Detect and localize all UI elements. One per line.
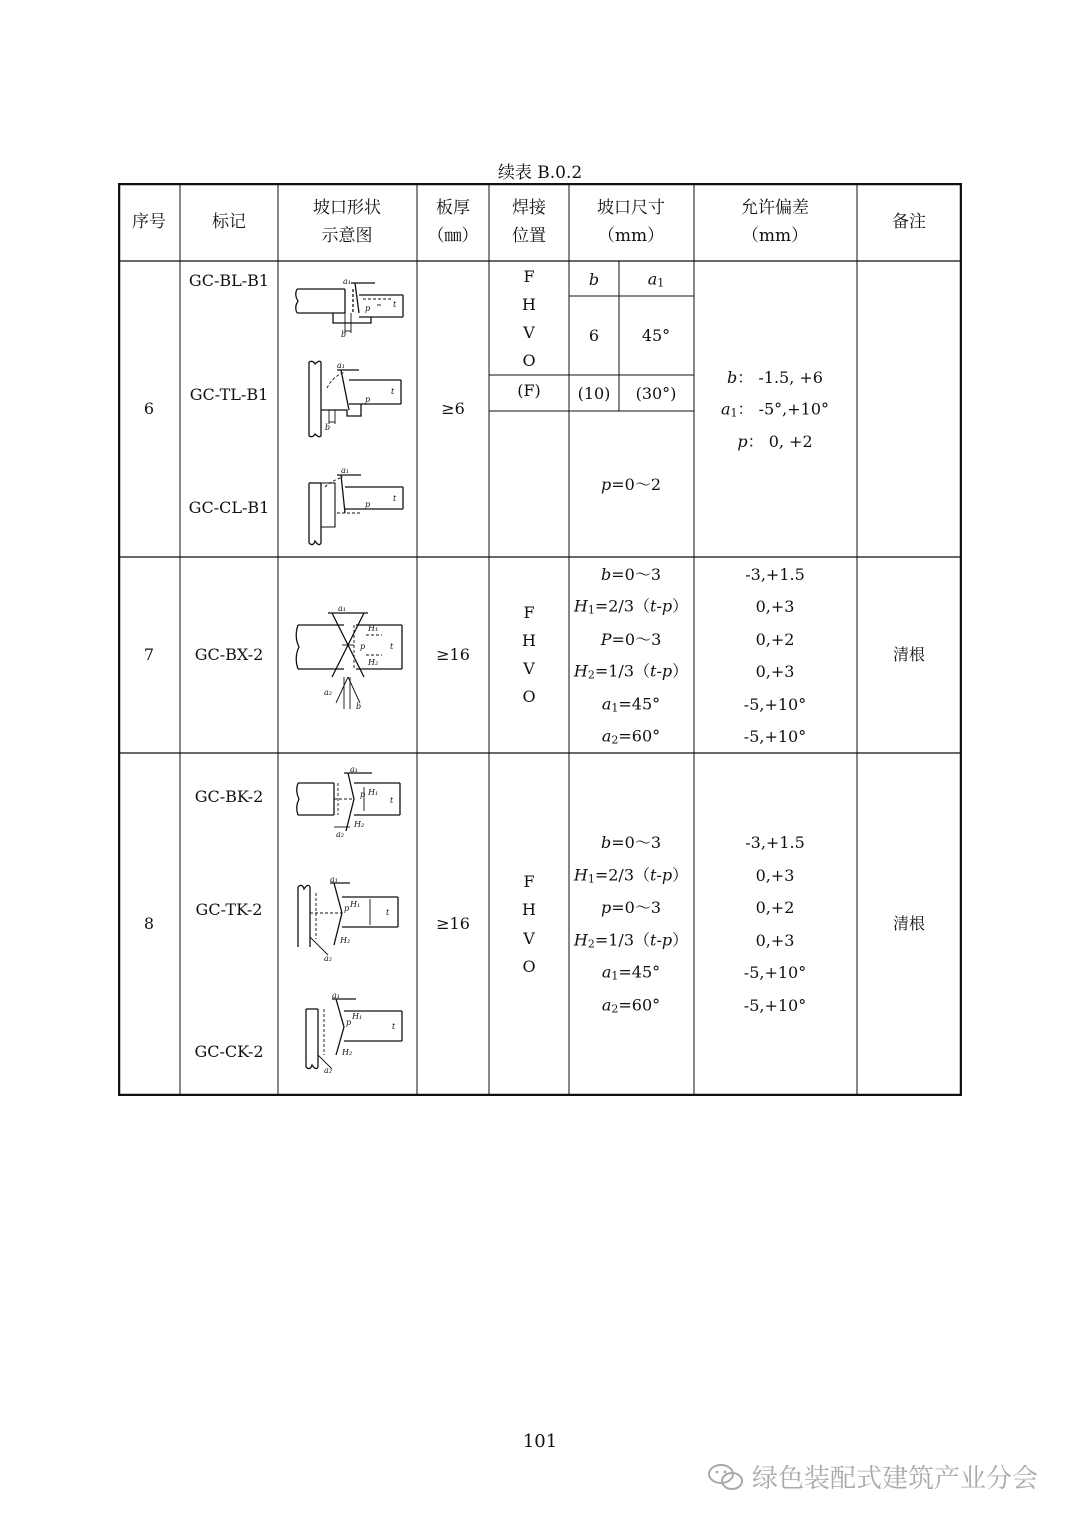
row6-tol-a1	[720, 399, 830, 420]
p-range: =0～2	[611, 475, 662, 494]
val: =1/3（	[594, 661, 651, 681]
row8-tol-4: 0,+3	[755, 931, 795, 950]
row7-pos-V: V	[523, 659, 535, 678]
row6-pos-V: V	[523, 323, 535, 342]
row8-tol-3: 0,+2	[755, 898, 795, 917]
svg-text:a₂: a₂	[324, 1066, 332, 1075]
svg-text:t: t	[393, 300, 397, 309]
row6-pos-O: O	[522, 351, 536, 370]
row7-dim-a1	[601, 694, 661, 715]
svg-text:p: p	[365, 304, 371, 313]
svg-text:t: t	[390, 642, 394, 651]
row7-dim-p	[601, 632, 662, 648]
header-tolerance-l1: 允许偏差	[741, 198, 809, 218]
svg-text:p: p	[365, 395, 371, 404]
header-thickness-l1: 板厚	[436, 198, 470, 218]
sym: H	[573, 865, 588, 885]
svg-text:t: t	[391, 387, 395, 396]
row8-tol-2: 0,+3	[755, 866, 795, 885]
svg-text:H₁: H₁	[368, 624, 379, 633]
row6-dim-a1-label	[647, 269, 665, 290]
diagram-gc-bk-2	[294, 767, 406, 847]
tol-a1-value: ： -5°,+10°	[737, 399, 830, 419]
sub: 1	[611, 969, 619, 983]
row7-note: 清根	[892, 645, 926, 664]
svg-text:a₁: a₁	[337, 361, 345, 370]
svg-text:H₁: H₁	[350, 900, 361, 909]
header-mark: 标记	[212, 212, 246, 232]
header-shape-l2: 示意图	[321, 226, 373, 246]
svg-text:a₂: a₂	[324, 954, 332, 963]
row8-pos-F: F	[523, 872, 535, 891]
sub: 1	[611, 701, 619, 715]
val: =45°	[618, 694, 661, 714]
row7-thickness: ≥16	[436, 645, 470, 664]
sub: 2	[611, 1002, 619, 1016]
svg-text:p: p	[360, 790, 366, 799]
diagram-gc-bx-2	[292, 605, 408, 713]
row6-pos-alt: (F)	[517, 381, 541, 400]
row7-tol-5: -5,+10°	[743, 695, 807, 714]
svg-text:t: t	[392, 1022, 396, 1031]
row6-pos-F: F	[523, 267, 535, 286]
sym: H	[573, 596, 588, 616]
svg-text:t: t	[386, 908, 390, 917]
header-dims-l1: 坡口尺寸	[597, 198, 665, 218]
val: =45°	[618, 962, 661, 982]
watermark	[706, 1458, 1038, 1495]
row7-tol-1: -3,+1.5	[745, 565, 805, 584]
row8-dim-p	[601, 900, 661, 916]
val: =0～3	[611, 630, 662, 649]
header-thickness	[428, 194, 479, 250]
row6-dim-b-value: 6	[588, 326, 600, 345]
header-tolerance	[741, 194, 809, 250]
row8-pos-V: V	[523, 929, 535, 948]
row8-pos-O: O	[522, 957, 536, 976]
row8-dim-a1	[601, 962, 661, 983]
val: =2/3（	[594, 596, 651, 616]
close: ）	[672, 596, 689, 616]
close: ）	[672, 661, 689, 681]
row8-tol-1: -3,+1.5	[745, 833, 805, 852]
row6-dim-b-alt: (10)	[577, 384, 611, 403]
svg-text:a₁: a₁	[338, 605, 346, 613]
val: =0～3	[611, 833, 662, 852]
val: =60°	[618, 726, 661, 746]
expr: t-p	[650, 661, 673, 681]
watermark-text: 绿色装配式建筑产业分会	[752, 1464, 1039, 1494]
sym: a	[601, 694, 612, 714]
tol-p-value: ： 0, +2	[747, 432, 813, 451]
diagram-gc-cl-b1	[301, 465, 411, 549]
row6-mark-3: GC-CL-B1	[188, 498, 270, 517]
sym: b	[600, 833, 612, 852]
tol-a1-symbol: a	[720, 399, 731, 419]
row7-pos-O: O	[522, 687, 536, 706]
row7-seq: 7	[143, 645, 155, 664]
svg-text:a₁: a₁	[341, 466, 349, 475]
header-shape	[313, 194, 381, 250]
diagram-gc-ck-2	[302, 993, 408, 1075]
svg-text:a₁: a₁	[350, 767, 358, 774]
row8-mark-3: GC-CK-2	[194, 1042, 264, 1061]
expr: t-p	[650, 865, 673, 885]
row7-tol-2: 0,+3	[755, 597, 795, 616]
svg-text:t: t	[393, 494, 397, 503]
sym: a	[601, 995, 612, 1015]
svg-text:H₂: H₂	[342, 1048, 353, 1057]
row7-dim-a2	[601, 726, 661, 747]
svg-text:H₂: H₂	[340, 936, 351, 945]
sub: 1	[587, 872, 595, 886]
close: ）	[672, 865, 689, 885]
header-tolerance-l2: （mm）	[741, 226, 809, 246]
row7-pos-H: H	[522, 631, 536, 650]
row6-dim-a1-alt: (30°)	[635, 384, 677, 403]
sym: a	[601, 962, 612, 982]
svg-text:b: b	[356, 702, 362, 711]
svg-text:a₁: a₁	[330, 877, 338, 884]
tol-b-symbol: b	[727, 368, 738, 387]
row8-note: 清根	[892, 914, 926, 933]
sub: 1	[587, 603, 595, 617]
row8-pos-H: H	[522, 900, 536, 919]
diagram-gc-tl-b1	[301, 358, 411, 440]
table-caption: 续表 B.0.2	[497, 163, 583, 183]
header-note: 备注	[892, 212, 926, 232]
svg-text:p: p	[344, 904, 350, 913]
svg-text:a₁: a₁	[332, 993, 340, 1000]
row6-mark-1: GC-BL-B1	[188, 271, 270, 290]
svg-text:H₁: H₁	[368, 788, 379, 797]
val: =2/3（	[594, 865, 651, 885]
row7-dim-h1	[573, 596, 689, 617]
row6-dim-b-label: b	[588, 270, 600, 289]
p-symbol: p	[600, 475, 612, 494]
header-shape-l1: 坡口形状	[313, 198, 381, 218]
page-number: 101	[522, 1431, 558, 1452]
row8-mark-2: GC-TK-2	[195, 900, 263, 919]
row6-pos-H: H	[522, 295, 536, 314]
diagram-gc-bl-b1	[293, 275, 409, 345]
row7-dim-b	[601, 567, 661, 583]
row8-seq: 8	[143, 914, 155, 933]
row7-dim-h2	[573, 661, 689, 682]
row8-dim-b	[601, 835, 661, 851]
row7-tol-6: -5,+10°	[743, 727, 807, 746]
sym: P	[600, 630, 612, 649]
table-grid	[118, 183, 962, 1096]
svg-text:b: b	[325, 423, 331, 432]
svg-text:p: p	[360, 642, 366, 651]
svg-text:H₁: H₁	[352, 1012, 363, 1021]
close: ）	[672, 930, 689, 950]
wechat-icon	[706, 1461, 746, 1493]
groove-table	[118, 183, 962, 1096]
row8-dim-h2	[573, 930, 689, 951]
header-position-l2: 位置	[512, 226, 546, 246]
diagram-gc-tk-2	[294, 877, 406, 963]
a1-subscript: 1	[657, 276, 665, 290]
row7-pos-F: F	[523, 603, 535, 622]
row6-tol-b	[727, 370, 823, 386]
svg-text:p: p	[365, 500, 371, 509]
tol-b-value: ： -1.5, +6	[737, 368, 823, 387]
a1-symbol: a	[647, 269, 658, 289]
sub: 2	[611, 733, 619, 747]
header-position	[512, 194, 546, 250]
svg-text:H₂: H₂	[368, 658, 379, 667]
expr: t-p	[650, 930, 673, 950]
row6-dim-a1-value: 45°	[641, 326, 671, 345]
svg-text:t: t	[390, 796, 394, 805]
header-groove-dims	[597, 194, 665, 250]
val: =0～3	[611, 898, 662, 917]
row7-mark: GC-BX-2	[194, 645, 264, 664]
svg-text:p: p	[346, 1018, 352, 1027]
row6-dim-p	[601, 477, 661, 493]
svg-text:a₂: a₂	[324, 688, 332, 697]
row6-thickness: ≥6	[441, 399, 465, 418]
val: =0～3	[611, 565, 662, 584]
row6-tol-p	[737, 434, 812, 450]
svg-text:b: b	[341, 330, 347, 339]
header-thickness-l2: （㎜）	[427, 226, 479, 246]
val: =1/3（	[594, 930, 651, 950]
sym: a	[601, 726, 612, 746]
row8-tol-5: -5,+10°	[743, 963, 807, 982]
header-seq: 序号	[132, 212, 166, 232]
sym: b	[600, 565, 612, 584]
row6-seq: 6	[143, 399, 155, 418]
sym: H	[573, 661, 588, 681]
tol-a1-subscript: 1	[730, 406, 738, 420]
header-position-l1: 焊接	[512, 198, 546, 218]
row8-tol-6: -5,+10°	[743, 996, 807, 1015]
row7-tol-3: 0,+2	[755, 630, 795, 649]
sub: 2	[587, 668, 595, 682]
expr: t-p	[650, 596, 673, 616]
row6-mark-2: GC-TL-B1	[189, 385, 269, 404]
row8-thickness: ≥16	[436, 914, 470, 933]
svg-text:a₂: a₂	[336, 830, 344, 839]
sub: 2	[587, 937, 595, 951]
tol-p-symbol: p	[737, 432, 748, 451]
header-dims-l2: （mm）	[597, 226, 665, 246]
svg-text:H₂: H₂	[354, 820, 365, 829]
row7-tol-4: 0,+3	[755, 662, 795, 681]
sym: H	[573, 930, 588, 950]
svg-text:a₁: a₁	[343, 277, 351, 286]
sym: p	[600, 898, 612, 917]
row8-dim-h1	[573, 865, 689, 886]
val: =60°	[618, 995, 661, 1015]
row8-mark-1: GC-BK-2	[194, 787, 264, 806]
row8-dim-a2	[601, 995, 661, 1016]
